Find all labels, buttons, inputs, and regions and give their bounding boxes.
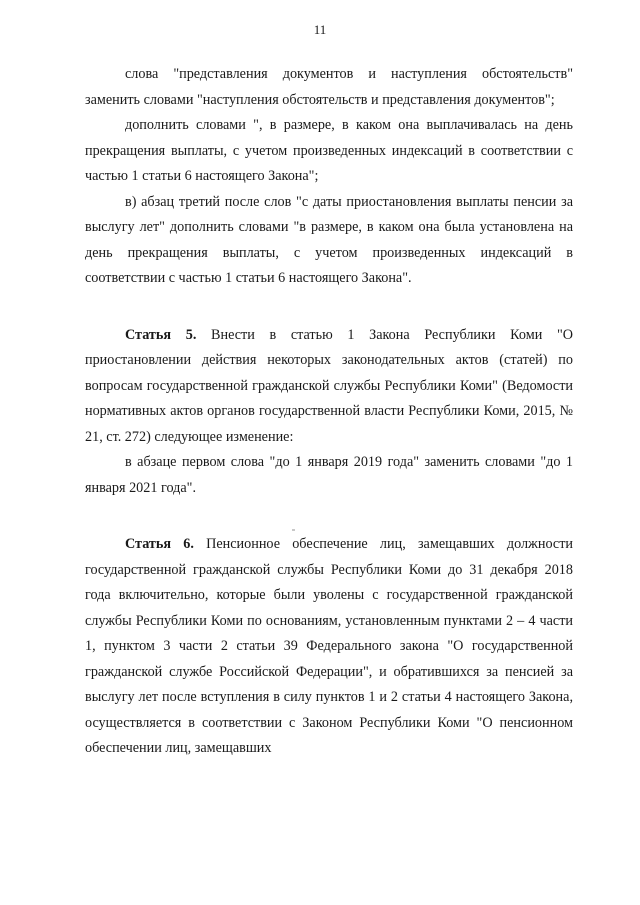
article-5-subparagraph: в абзаце первом слова "до 1 января 2019 года" заменить словами "до 1 января 2021 года". <box>85 454 573 496</box>
article-6-heading: Статья 6. <box>125 536 194 552</box>
article-5-text: Внести в статью 1 Закона Республики Коми "О приостановлении действия некоторых законодательных актов (статей) по вопросам государственной гражданской службы Республики Коми" (Ведомости нормативных актов органов государственной власти Республики Коми, 2015, № 21, ст. 272) следующее изменение: <box>85 326 573 445</box>
page-number: 11 <box>313 22 327 37</box>
paragraph-replace-words: слова "представления документов и наступления обстоятельств" заменить словами "наступления обстоятельств и представления документов"; <box>85 66 573 108</box>
paragraph-add-words: дополнить словами ", в размере, в каком она выплачивалась на день прекращения выплаты, с учетом произведенных индексаций в соответствии с частью 1 статьи 6 настоящего Закона"; <box>85 117 573 184</box>
document-body <box>85 62 573 762</box>
article-6-text: Пенсионное обеспечение лиц, замещавших должности государственной гражданской службы Республики Коми до 31 декабря 2018 года включительно, которые были уволены с государственной гражданской службы Республики Коми по основаниям, установленным пунктами 2 – 4 части 1, пунктом 3 части 2 статьи 39 Федерального закона "О государственной гражданской службе Российской Федерации", и обратившихся за пенсией за выслугу лет после вступления в силу пунктов 1 и 2 статьи 4 настоящего Закона, осуществляется в соответствии с Законом Республики Коми "О пенсионном обеспечении лиц, замещавших <box>85 536 573 756</box>
article-6-paragraph <box>85 532 573 762</box>
article-5-paragraph <box>85 323 573 451</box>
section-gap <box>85 292 573 323</box>
scan-speck <box>292 529 295 531</box>
article-5-heading: Статья 5. <box>125 326 197 343</box>
section-gap <box>85 501 573 532</box>
paragraph-item-v: в) абзац третий после слов "с даты приостановления выплаты пенсии за выслугу лет" дополнить словами "в размере, в каком она была установлена на день прекращения выплаты, с учетом произведенных индексаций в соответствии с частью 1 статьи 6 настоящего Закона". <box>85 193 573 286</box>
